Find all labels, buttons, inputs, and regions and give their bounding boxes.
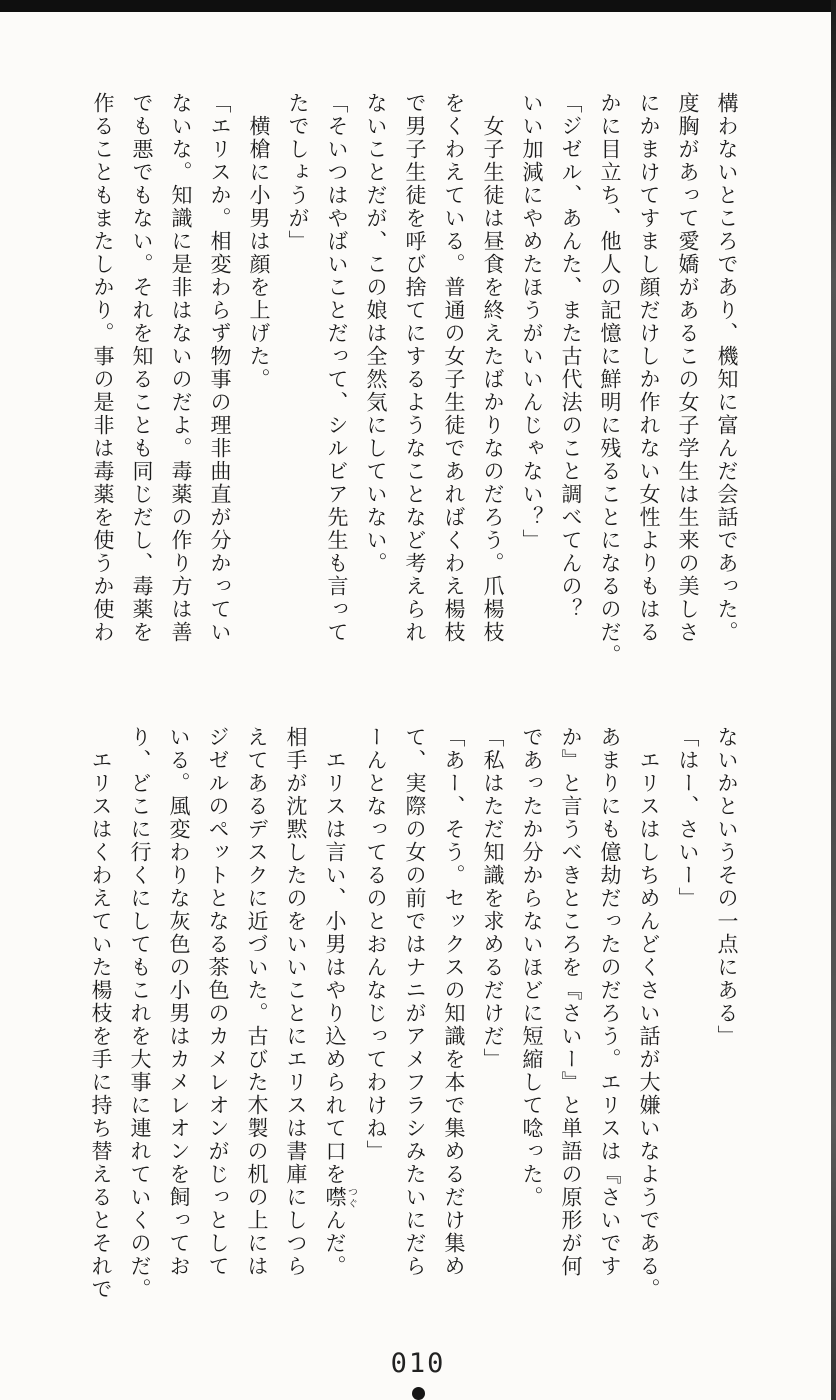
text-line: 「そいつはやばいことだって、シルビア先生も言って xyxy=(325,92,349,644)
text-line: ないな。知識に是非はないのだよ。毒薬の作り方は善 xyxy=(169,92,193,644)
text-line: ないことだが、この娘は全然気にしていない。 xyxy=(364,92,388,575)
ruby-annotated-kanji: 噤つぐ xyxy=(323,1186,357,1209)
text-line: 度胸があって愛嬌があるこの女子学生は生来の美しさ xyxy=(676,92,700,644)
text-line: 相手が沈黙したのをいいことにエリスは書庫にしつら xyxy=(284,726,308,1278)
pin-ornament-ball xyxy=(412,1387,425,1400)
text-tier-top xyxy=(83,92,746,682)
text-line: り、どこに行くにしてもこれを大事に連れていくのだ。 xyxy=(128,726,152,1301)
pin-ornament-icon xyxy=(411,1387,425,1400)
text-line: 作ることもまたしかり。事の是非は毒薬を使うか使わ xyxy=(91,92,115,644)
text-line: いる。風変わりな灰色の小男はカメレオンを飼ってお xyxy=(167,726,191,1278)
text-line: か』と言うべきところを『さいー』と単語の原形が何 xyxy=(559,726,583,1278)
text-tier-bottom xyxy=(81,726,746,1316)
text-line: ーんとなってるのとおんなじってわけね」 xyxy=(364,726,388,1163)
text-line: 横槍に小男は顔を上げた。 xyxy=(247,92,271,391)
scan-top-edge xyxy=(0,0,836,12)
text-line: たでしょうが」 xyxy=(286,92,310,253)
text-line: エリスはしちめんどくさい話が大嫌いなようである。 xyxy=(637,726,661,1301)
text-line: にかまけてすまし顔だけしか作れない女性よりもはる xyxy=(637,92,661,644)
text-line: であったか分からないほどに短縮して唸った。 xyxy=(520,726,544,1209)
text-line: えてあるデスクに近づいた。古びた木製の机の上には xyxy=(245,726,269,1278)
text-line: エリスはくわえていた楊枝を手に持ち替えるとそれで xyxy=(89,726,113,1301)
text-line: 「エリスか。相変わらず物事の理非曲直が分かってい xyxy=(208,92,232,644)
text-line: でも悪でもない。それを知ることも同じだし、毒薬を xyxy=(130,92,154,644)
text-line: かに目立ち、他人の記憶に鮮明に残ることになるのだ。 xyxy=(598,92,622,667)
text-line: をくわえている。普通の女子生徒であればくわえ楊枝 xyxy=(442,92,466,644)
text-line: ジゼルのペットとなる茶色のカメレオンがじっとして xyxy=(206,726,230,1278)
text-line: 「私はただ知識を求めるだけだ」 xyxy=(481,726,505,1071)
text-line: 「ジゼル、あんた、また古代法のこと調べてんの？ xyxy=(559,92,583,621)
text-line: ないかというその一点にある」 xyxy=(715,726,739,1048)
text-line: 構わないところであり、機知に富んだ会話であった。 xyxy=(715,92,739,644)
text-line: いい加減にやめたほうがいいんじゃない？」 xyxy=(520,92,544,552)
page-number: 010 xyxy=(390,1348,446,1379)
text-line: て、実際の女の前ではナニがアメフラシみたいにだら xyxy=(403,726,427,1278)
text-line: エリスは言い、小男はやり込められて口を噤つぐんだ。 xyxy=(323,726,357,1278)
text-line: あまりにも億劫だったのだろう。エリスは『さいです xyxy=(598,726,622,1278)
text-line: 「はー、さいー」 xyxy=(676,726,700,910)
text-line: 女子生徒は昼食を終えたばかりなのだろう。爪楊枝 xyxy=(481,92,505,644)
scan-right-edge xyxy=(831,0,836,1400)
text-line: で男子生徒を呼び捨てにするようなことなど考えられ xyxy=(403,92,427,644)
text-line: 「あー、そう。セックスの知識を本で集めるだけ集め xyxy=(442,726,466,1278)
